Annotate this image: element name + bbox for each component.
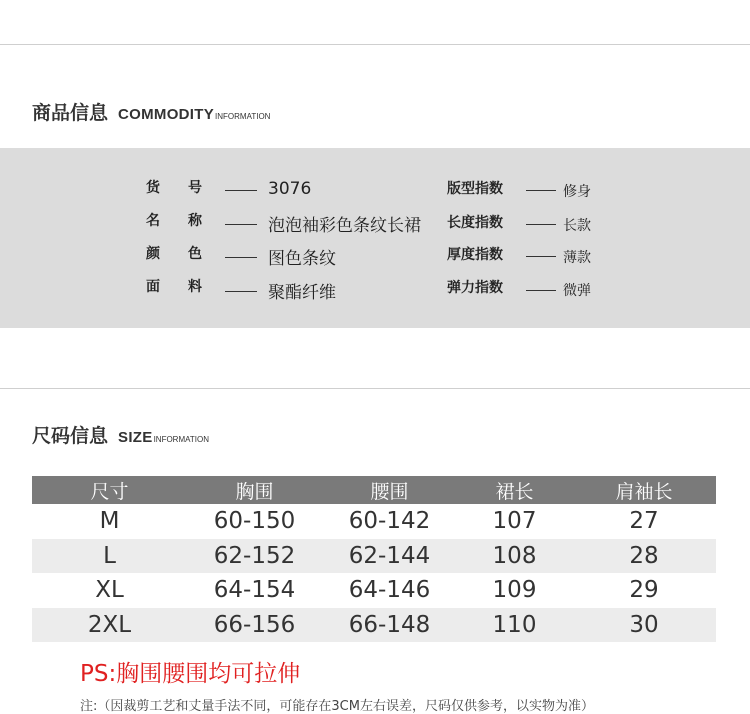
size-table [32, 476, 716, 642]
header-cell: 裙长 [495, 480, 534, 503]
size-section-heading [32, 421, 209, 448]
leader-line [225, 224, 257, 225]
leader-line [526, 190, 556, 191]
chest-cell: 64-154 [213, 577, 296, 604]
header-cell: 腰围 [370, 480, 409, 503]
top-divider [0, 44, 750, 45]
table-row [32, 504, 716, 539]
leader-line [225, 257, 257, 258]
chest-cell: 66-156 [213, 611, 296, 638]
commodity-title-en: COMMODITY [118, 106, 215, 123]
header-cell: 肩袖长 [615, 480, 673, 503]
info-value: 修身 [563, 184, 591, 200]
commodity-title-sub: INFORMATION [215, 112, 271, 121]
info-label: 面 料 [146, 279, 202, 295]
header-cell: 胸围 [235, 480, 274, 503]
length-cell: 107 [492, 508, 537, 535]
leader-line [526, 224, 556, 225]
size-title-sub: INFORMATION [153, 435, 209, 444]
info-label: 弹力指数 [447, 280, 503, 296]
chest-cell: 62-152 [213, 542, 296, 569]
table-row [32, 539, 716, 574]
sleeve-cell: 30 [629, 611, 659, 638]
commodity-title-cn: 商品信息 [32, 102, 109, 124]
table-row [32, 573, 716, 608]
info-label: 长度指数 [447, 215, 503, 231]
leader-line [225, 291, 257, 292]
size-title-en: SIZE [118, 429, 153, 446]
waist-cell: 62-144 [348, 542, 431, 569]
sleeve-cell: 29 [629, 577, 659, 604]
middle-divider [0, 388, 750, 389]
length-cell: 110 [492, 611, 537, 638]
size-cell: 2XL [87, 611, 132, 638]
measurement-footnote: 注:（因裁剪工艺和丈量手法不同，可能存在3CM左右误差，尺码仅供参考，以实物为准） [80, 699, 594, 714]
leader-line [526, 290, 556, 291]
chest-cell: 60-150 [213, 508, 296, 535]
size-table-header [32, 476, 716, 504]
info-value: 图色条纹 [268, 249, 336, 269]
length-cell: 109 [492, 577, 537, 604]
info-label: 厚度指数 [447, 247, 503, 263]
waist-cell: 64-146 [348, 577, 431, 604]
table-row [32, 608, 716, 643]
info-label: 货 号 [146, 180, 202, 196]
header-cell: 尺寸 [90, 480, 129, 503]
waist-cell: 60-142 [348, 508, 431, 535]
info-value: 3076 [268, 179, 312, 199]
info-label: 版型指数 [447, 181, 503, 197]
leader-line [526, 256, 556, 257]
stretch-note: PS:胸围腰围均可拉伸 [80, 661, 301, 687]
info-value: 泡泡袖彩色条纹长裙 [268, 216, 421, 236]
info-value: 聚酯纤维 [268, 283, 336, 303]
size-cell: M [99, 508, 120, 535]
info-value: 长款 [563, 218, 591, 234]
length-cell: 108 [492, 542, 537, 569]
info-value: 薄款 [563, 250, 591, 266]
sleeve-cell: 28 [629, 542, 659, 569]
waist-cell: 66-148 [348, 611, 431, 638]
leader-line [225, 190, 257, 191]
commodity-section-heading [32, 98, 270, 125]
size-cell: L [103, 542, 116, 569]
sleeve-cell: 27 [629, 508, 659, 535]
size-cell: XL [95, 577, 124, 604]
info-value: 微弹 [563, 283, 591, 299]
info-label: 名 称 [146, 213, 202, 229]
size-title-cn: 尺码信息 [32, 425, 109, 447]
commodity-info-panel [0, 148, 750, 328]
info-label: 颜 色 [146, 246, 202, 262]
